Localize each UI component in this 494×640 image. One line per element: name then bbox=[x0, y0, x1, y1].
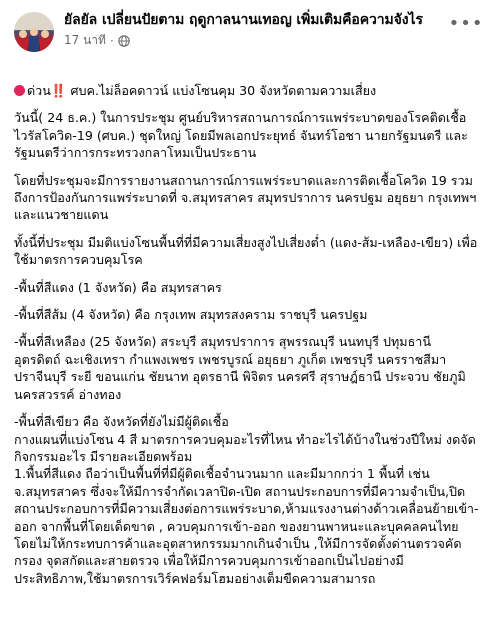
zone-green: -พื้นที่สีเขียว คือ จังหวัดที่ยังไม่มีผู้ติดเชื้อ bbox=[14, 414, 229, 430]
post-header bbox=[14, 12, 484, 64]
more-options-icon[interactable]: ••• bbox=[448, 13, 484, 34]
zone-yellow: -พื้นที่สีเหลือง (25 จังหวัด) สระบุรี สมุทรปราการ สุพรรณบุรี นนทบุรี ปทุมธานี อุตรดิตถ์ ฉะเชิงเทรา กำแพงเพชร เพชรบูรณ์ อยุธยา ภูเก็ต เพชรบุรี นครราชสีมา ปราจีนบุรี ระยี ขอนแก่น ชัยนาท อุตรธานี พิจิตร นครศรี สุราษฎ์ธานี ประจวบ ชัยภูมิ นครสวรรค์ อ่างทอง bbox=[14, 334, 466, 402]
page-avatar[interactable] bbox=[14, 12, 54, 52]
double-exclamation-icon: ‼️ bbox=[50, 83, 67, 98]
globe-icon[interactable] bbox=[118, 35, 130, 47]
post-paragraph-map: กางแผนที่แบ่งโซน 4 สี มาตรการควบคุมอะไรที่ไหน ทำอะไรได้บ้างในช่วงปีใหม่ งดจัดกิจกรรมอะไร มีรายละเอียดพร้อม bbox=[14, 431, 476, 464]
post-body bbox=[14, 82, 480, 587]
headline-text: ศบค.ไม่ล็อคดาวน์ แบ่งโซนคุม 30 จังหวัดตามความเสี่ยง bbox=[66, 83, 377, 98]
zone-orange: -พื้นที่สีส้ม (4 จังหวัด) คือ กรุงเทพ สมุทรสงคราม ราชบุรี นครปฐม bbox=[14, 307, 368, 323]
avatar-photo-icon bbox=[14, 12, 54, 52]
zone-red: -พื้นที่สีแดง (1 จังหวัด) คือ สมุทรสาคร bbox=[14, 279, 222, 295]
page-name-link[interactable]: ยัลยัล เปลี่ยนปัยตาม ฤดูกาลนานเทอญ เพิ่มเติมคือความจังไร bbox=[64, 12, 423, 28]
post-paragraph-2: โดยที่ประชุมจะมีการรายงานสถานการณ์การแพร่ระบาดและการติดเชื้อโควิด 19 รวมถึงการป้องกันการแพร่ระบาดที่ จ.สมุทรสาคร สมุทรปราการ นครปฐม อยุธยา กรุงเทพฯ และแนวชายแดน bbox=[14, 172, 477, 223]
post-paragraph-red-measures: 1.พื้นที่สีแดง ถือว่าเป็นพื้นที่ที่มีผู้ติดเชื้อจำนวนมาก และมีมากกว่า 1 พื้นที่ เช่น จ.สมุทรสาคร ซึ่งจะให้มีการจำกัดเวลาปิด-เปิด สถานประกอบการที่มีความจำเป็น,ปิดสถานประกอบการที่มีความเสี่ยงต่อการแพร่ระบาด,ห้ามแรงงานต่างด้าวเคลื่อนย้ายเข้า-ออก จากพื้นที่โดยเด็ดขาด , ควบคุมการเข้า-ออก ของยานพาหนะและบุคคลคนไทย โดยไม่ให้กระทบการค้าและอุตสาหกรรมมากเกินจำเป็น ,ให้มีการจัดตั้งด่านตรวจคัดกรอง จุดสกัดและสายตรวจ เพื่อให้มีการควบคุมการเข้าออกเป็นไปอย่างมีประสิทธิภาพ,ใช้มาตรการเวิร์คฟอร์มโฮมอย่างเต็มขีดความสามารถ bbox=[14, 466, 479, 586]
meta-separator: · bbox=[109, 33, 114, 48]
post-paragraph-1: วันนี้( 24 ธ.ค.) ในการประชุม ศูนย์บริหารสถานการณ์การแพร่ระบาดของโรคติดเชื้อไวรัสโควิด-19 (ศบค.) ชุดใหญ่ โดยมีพลเอกประยุทธ์ จันทร์โอชา นายกรัฐมนตรี และ รัฐมนตรีว่าการกระทรวงกลาโหมเป็นประธาน bbox=[14, 110, 468, 161]
post-meta bbox=[64, 31, 480, 50]
post-header-text bbox=[64, 12, 484, 50]
post-headline bbox=[14, 82, 480, 99]
post-paragraph-3: ทั้งนี้ที่ประชุม มีมติแบ่งโซนพื้นที่ที่มีความเสี่ยงสูงไปเสี่ยงต่ำ (แดง-ส้ม-เหลือง-เขียว) เพื่อใช้มาตรการควบคุมโรค bbox=[14, 234, 478, 268]
red-circle-icon bbox=[14, 85, 25, 96]
post-timestamp[interactable]: 17 นาที bbox=[64, 33, 106, 47]
headline-urgent: ด่วน bbox=[27, 83, 51, 98]
